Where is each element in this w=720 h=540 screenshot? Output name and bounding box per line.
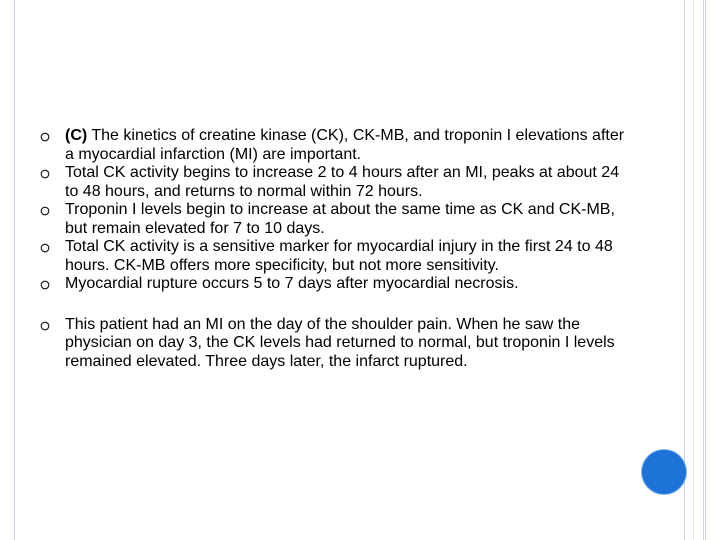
bullet-item-rupture xyxy=(40,275,630,294)
decorative-blue-circle xyxy=(642,450,686,494)
hollow-circle-bullet-icon xyxy=(40,321,50,331)
bullet-text: Troponin I levels begin to increase at about the same time as CK and CK-MB, but remain elevated for 7 to 10 days. xyxy=(65,201,615,237)
hollow-circle-bullet-icon xyxy=(40,132,50,142)
bullet-list xyxy=(40,127,630,371)
hollow-circle-bullet-icon xyxy=(40,243,50,253)
right-decorative-band xyxy=(684,0,704,540)
right-decorative-line xyxy=(693,0,694,540)
hollow-circle-bullet-icon xyxy=(40,280,50,290)
bullet-item-ck-kinetics xyxy=(40,127,630,164)
bullet-item-patient-case xyxy=(40,316,630,372)
bullet-text: Myocardial rupture occurs 5 to 7 days after myocardial necrosis. xyxy=(65,275,519,292)
bullet-text: The kinetics of creatine kinase (CK), CK-MB, and troponin I elevations after a myocardial infarction (MI) are important. xyxy=(65,127,625,163)
bullet-text: Total CK activity begins to increase 2 to 4 hours after an MI, peaks at about 24 to 48 hours, and returns to normal within 72 hours. xyxy=(65,164,620,200)
bullet-item-total-ck xyxy=(40,164,630,201)
hollow-circle-bullet-icon xyxy=(40,169,50,179)
answer-label: (C) xyxy=(65,127,88,144)
bullet-text: Total CK activity is a sensitive marker for myocardial injury in the first 24 to 48 hours. CK-MB offers more specificity, but not more sensitivity. xyxy=(65,238,613,274)
bullet-text: This patient had an MI on the day of the shoulder pain. When he saw the physician on day 3, the CK levels had returned to normal, but troponin I levels remained elevated. Three days later, the infarct ruptured. xyxy=(65,315,615,370)
bullet-item-troponin xyxy=(40,201,630,238)
hollow-circle-bullet-icon xyxy=(40,206,50,216)
bullet-item-sensitivity xyxy=(40,238,630,275)
